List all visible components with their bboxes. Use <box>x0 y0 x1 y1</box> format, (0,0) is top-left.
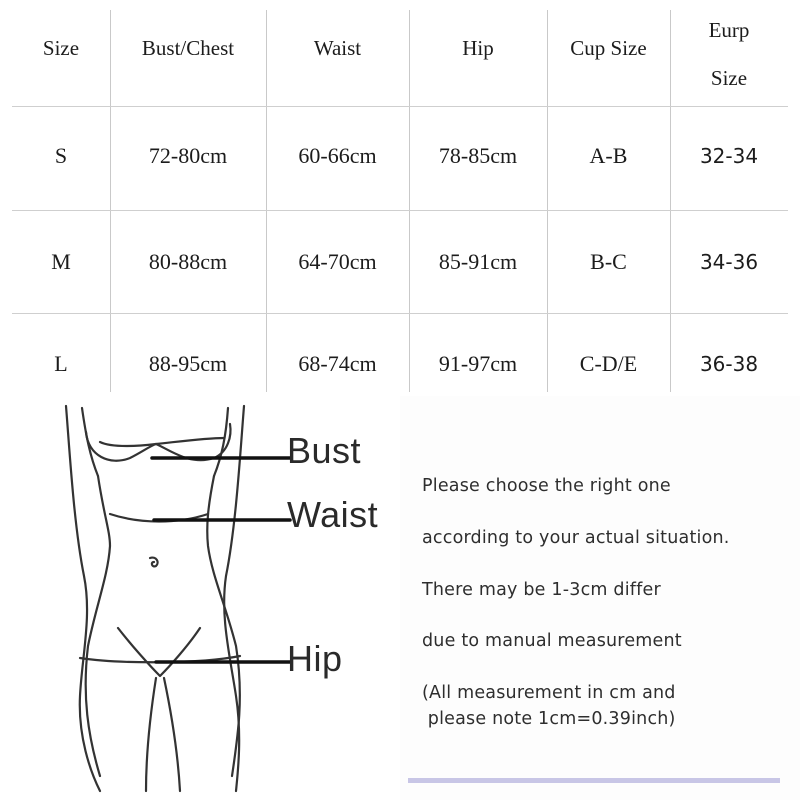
header-hip: Hip <box>462 36 494 60</box>
table-cell-hip: 78-85cm <box>438 143 518 168</box>
bust-label: Bust <box>287 430 362 471</box>
table-cell-waist: 60-66cm <box>298 143 377 168</box>
note-line: according to your actual situation. <box>422 528 730 548</box>
torso-left-outline <box>86 476 110 776</box>
waist-label: Waist <box>287 494 379 535</box>
leg-inner-left <box>146 678 156 791</box>
leg-inner-right <box>164 678 180 791</box>
table-cell-waist: 64-70cm <box>298 249 377 274</box>
table-cell-eur: 36-38 <box>699 352 759 376</box>
table-cell-waist: 68-74cm <box>298 351 377 376</box>
body-measurement-figure <box>0 396 400 800</box>
table-cell-size: L <box>54 351 68 376</box>
header-cup-size: Cup Size <box>570 36 647 60</box>
table-row-divider <box>12 313 788 314</box>
right-arm-outline <box>224 406 244 791</box>
table-cell-eur: 32-34 <box>699 144 759 168</box>
header-eur-size-line2: Size <box>710 66 748 90</box>
table-row-divider <box>12 210 788 211</box>
navel-mark <box>150 558 158 567</box>
bikini-line <box>118 628 200 676</box>
header-eur-size-line1: Eurp <box>708 18 750 42</box>
table-cell-bust: 72-80cm <box>148 143 228 168</box>
note-line: There may be 1-3cm differ <box>422 580 661 600</box>
measurement-notes <box>400 396 800 800</box>
note-line: due to manual measurement <box>422 631 682 651</box>
table-cell-eur: 34-36 <box>699 250 759 274</box>
table-cell-cup: A-B <box>589 143 628 168</box>
header-size: Size <box>42 36 80 60</box>
header-waist: Waist <box>313 36 362 60</box>
note-line: please note 1cm=0.39inch) <box>422 709 676 729</box>
table-cell-size: M <box>51 249 71 274</box>
note-line: Please choose the right one <box>422 476 671 496</box>
table-cell-size: S <box>54 143 68 168</box>
table-cell-bust: 88-95cm <box>148 351 228 376</box>
hip-label: Hip <box>287 638 343 679</box>
right-arm-inner-outline <box>214 408 228 476</box>
table-cell-cup: B-C <box>590 249 627 274</box>
left-arm-inner-outline <box>82 408 98 476</box>
size-table <box>12 10 788 392</box>
table-cell-hip: 91-97cm <box>438 351 518 376</box>
table-cell-hip: 85-91cm <box>438 249 518 274</box>
bust-band <box>100 438 224 446</box>
notes-divider <box>408 778 780 783</box>
header-bust-chest: Bust/Chest <box>141 36 235 60</box>
note-line: (All measurement in cm and <box>422 683 676 703</box>
table-cell-cup: C-D/E <box>579 351 638 376</box>
table-cell-bust: 80-88cm <box>148 249 228 274</box>
left-arm-outline <box>66 406 100 791</box>
table-row-divider <box>12 106 788 107</box>
header-eur-size <box>670 10 788 106</box>
